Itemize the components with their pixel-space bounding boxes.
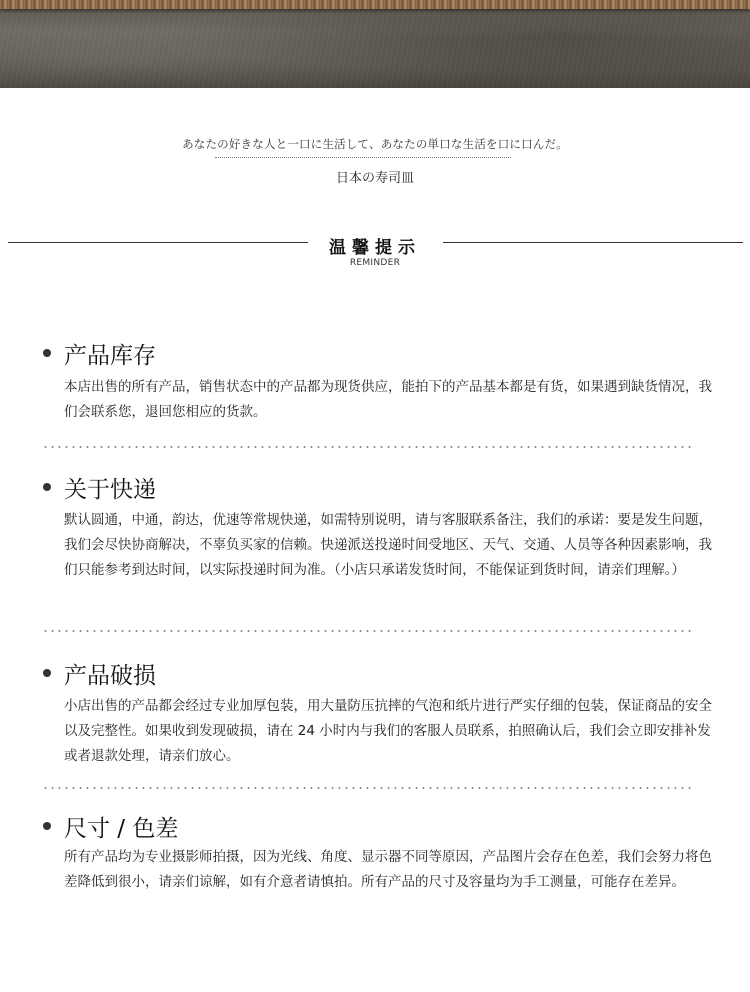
banner-wood-edge xyxy=(0,0,750,9)
japanese-tagline: あなたの好きな人と一口に生活して、あなたの単口な生活を口に口んだ。 xyxy=(182,137,568,151)
bullet-icon xyxy=(43,669,51,677)
section-body: 小店出售的产品都会经过专业加厚包装，用大量防压抗摔的气泡和纸片进行严实仔细的包装，保证商品的安全以及完整性。如果收到发现破损，请在 24 小时内与我们的客服人员联系，拍照确认后，我们会立即安排补发或者退款处理，请亲们放心。 xyxy=(64,698,712,764)
dotted-divider xyxy=(42,787,692,789)
section-body: 默认圆通，中通，韵达，优速等常规快递，如需特别说明，请与客服联系备注，我们的承诺：要是发生问题，我们会尽快协商解决，不辜负买家的信赖。快递派送投递时间受地区、天气、交通、人员等各种因素影响，我们只能参考到达时间，以实际投递时间为准。（小店只承诺发货时间，不能保证到货时间，请亲们理解。） xyxy=(64,512,712,578)
reminder-line-right xyxy=(443,242,743,243)
reminder-subtitle: REMINDER xyxy=(349,258,401,268)
dotted-divider xyxy=(42,630,692,632)
section-body: 本店出售的所有产品，销售状态中的产品都为现货供应，能拍下的产品基本都是有货，如果遇到缺货情况，我们会联系您，退回您相应的货款。 xyxy=(64,379,712,420)
section-title: 产品库存 xyxy=(64,343,156,369)
bullet-icon xyxy=(43,483,51,491)
tagline-dotted-divider xyxy=(215,157,511,158)
section-body: 所有产品均为专业摄影师拍摄，因为光线、角度、显示器不同等原因，产品图片会存在色差，我们会努力将色差降低到很小，请亲们谅解，如有介意者请慎拍。所有产品的尺寸及容量均为手工测量，可能存在差异。 xyxy=(64,849,712,890)
brand-subtitle: 日本の寿司皿 xyxy=(335,171,414,186)
header-banner-image xyxy=(0,0,750,88)
section-title: 产品破损 xyxy=(64,663,156,689)
section-title: 尺寸 / 色差 xyxy=(64,816,179,842)
bullet-icon xyxy=(43,349,51,357)
bullet-icon xyxy=(43,822,51,830)
reminder-title: 温馨提示 xyxy=(329,238,421,258)
section-title: 关于快递 xyxy=(64,477,156,503)
dotted-divider xyxy=(42,446,692,448)
banner-texture xyxy=(0,0,750,88)
